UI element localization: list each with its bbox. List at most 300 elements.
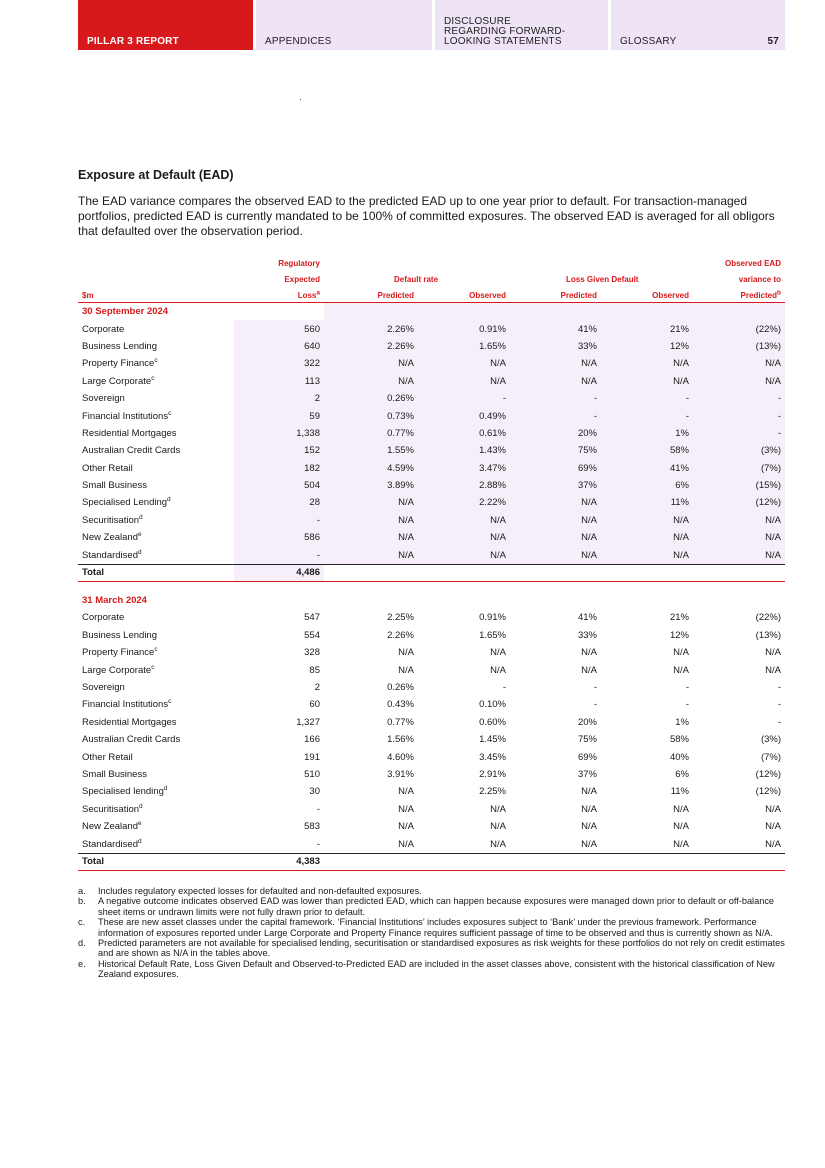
cell-lgd-pred: 37% (510, 477, 601, 494)
cell-lgd-obs: 6% (675, 768, 689, 780)
footnote-marker: c (168, 698, 172, 706)
total-value: 4,383 (234, 853, 324, 870)
footnote-marker: a (316, 289, 320, 297)
cell-loss: 191 (304, 751, 320, 763)
intro-paragraph: The EAD variance compares the observed EAD to the predicted EAD up to one year prior to default. For transaction-managed portfolios, predicted EAD is currently mandated to be 100% of committed exposures. The observed EAD is averaged for all obligors that defaulted over the observation period. (78, 194, 775, 238)
nav-tab-disclosure[interactable] (435, 0, 608, 50)
footnote-key: d. (78, 938, 86, 949)
cell-dr-obs: 2.22% (418, 494, 510, 511)
nav-tab-label: GLOSSARY (620, 36, 677, 47)
nav-tab-line: REGARDING FORWARD- (444, 26, 566, 37)
header-cell: Observed EAD (724, 259, 781, 268)
cell-ead: (12%) (755, 786, 781, 798)
cell-ead: N/A (765, 647, 781, 659)
empty-cell (510, 564, 601, 581)
table-row (78, 818, 785, 835)
cell-lgd-obs: 40% (669, 751, 689, 763)
cell-lgd-pred: 41% (577, 612, 597, 624)
row-label-text: Specialised lending (82, 786, 164, 798)
empty-cell (324, 592, 418, 609)
cell-lgd-pred: - (510, 390, 601, 407)
cell-lgd-obs: N/A (673, 647, 689, 659)
cell-ead: N/A (765, 821, 781, 833)
footnote-text: These are new asset classes under the capital framework. ‘Financial Institutions’ includes exposures subject to ‘Bank’ under the previous framework. Performance information of exposures reported under Large Corporate and Property Finance requires sufficient passage of time to be observed and thus is currently shown as N/A. (98, 917, 773, 938)
cell-dr-obs: - (502, 682, 506, 693)
cell-dr-obs: N/A (490, 838, 506, 850)
cell-lgd-obs: 12% (669, 629, 689, 641)
row-label (78, 320, 234, 337)
row-label (78, 661, 234, 678)
cell-dr-pred: 1.56% (387, 734, 414, 746)
footnote-key: e. (78, 958, 86, 969)
empty-cell (418, 564, 510, 581)
cell-dr-pred: 0.77% (387, 716, 414, 728)
row-label (78, 390, 234, 407)
cell-lgd-obs: N/A (601, 355, 693, 372)
cell-lgd-pred: N/A (581, 647, 597, 659)
row-label-text: New Zealand (82, 532, 138, 544)
cell-lgd-pred: N/A (581, 821, 597, 833)
cell-lgd-obs: N/A (673, 803, 689, 815)
cell-ead: - (693, 390, 785, 407)
table-body (78, 303, 785, 871)
cell-dr-pred: N/A (324, 529, 418, 546)
footnote-text: Predicted parameters are not available for specialised lending, securitisation or standardised exposures as risk weights for these portfolios do not rely on credit estimates and are shown as N/A in the tables above. (98, 938, 785, 959)
cell-lgd-pred: 69% (510, 460, 601, 477)
cell-dr-pred: 0.26% (324, 390, 418, 407)
total-row (78, 853, 785, 870)
cell-lgd-obs: 12% (601, 338, 693, 355)
cell-loss: 586 (234, 529, 324, 546)
cell-dr-pred: 2.26% (324, 320, 418, 337)
cell-dr-obs: N/A (418, 355, 510, 372)
row-label (78, 338, 234, 355)
cell-loss: 59 (234, 407, 324, 424)
cell-dr-pred: N/A (398, 821, 414, 833)
empty-cell (510, 592, 601, 609)
table-row (78, 627, 785, 644)
table-row (78, 512, 785, 529)
cell-loss: 560 (234, 320, 324, 337)
empty-cell (601, 303, 693, 321)
cell-lgd-obs: 11% (670, 786, 689, 798)
empty-cell (510, 853, 601, 870)
header-lgd: Loss Given Default (566, 275, 639, 284)
header-cell: variance to (738, 275, 781, 284)
header-cell (234, 284, 324, 303)
cell-dr-obs: 0.49% (418, 407, 510, 424)
table-row (78, 355, 785, 372)
cell-loss: 182 (234, 460, 324, 477)
cell-lgd-pred: 75% (577, 734, 597, 746)
cell-ead: N/A (693, 546, 785, 564)
header-cell: Observed (418, 284, 510, 303)
row-label-text: Other Retail (82, 462, 133, 474)
header-cell: $m (78, 284, 234, 303)
footnote-marker: d (137, 837, 142, 845)
cell-dr-obs: N/A (418, 512, 510, 529)
nav-tab-label (444, 17, 565, 47)
cell-lgd-pred: 37% (577, 768, 597, 780)
table-row (78, 835, 785, 853)
cell-lgd-pred: N/A (581, 786, 597, 798)
cell-loss: 504 (234, 477, 324, 494)
cell-dr-pred: N/A (324, 512, 418, 529)
row-label-text: Residential Mortgages (82, 716, 177, 728)
top-navigation (78, 0, 785, 50)
cell-dr-pred: 2.26% (324, 338, 418, 355)
cell-loss: 85 (309, 664, 320, 676)
cell-lgd-obs: N/A (673, 664, 689, 676)
cell-dr-pred: 2.25% (387, 612, 414, 624)
cell-loss: - (316, 838, 320, 850)
nav-tab-label: PILLAR 3 REPORT (87, 36, 179, 47)
cell-lgd-obs: N/A (601, 546, 693, 564)
cell-dr-pred: N/A (324, 373, 418, 390)
footnote-key: b. (78, 896, 86, 907)
header-cell (418, 252, 510, 268)
cell-ead: N/A (693, 373, 785, 390)
cell-lgd-obs: - (601, 407, 693, 424)
table-row (78, 696, 785, 713)
cell-dr-pred: N/A (324, 546, 418, 564)
empty-cell (601, 564, 693, 581)
footnote-marker: c (154, 357, 158, 365)
cell-dr-obs: N/A (490, 647, 506, 659)
row-label (78, 644, 234, 661)
cell-loss: - (316, 803, 320, 815)
cell-lgd-obs: N/A (601, 512, 693, 529)
footnote-marker: d (139, 513, 143, 521)
total-label: Total (78, 853, 234, 870)
cell-lgd-pred: 33% (577, 629, 597, 641)
cell-lgd-obs: N/A (601, 529, 693, 546)
cell-ead: (7%) (760, 751, 781, 763)
footnote-marker: d (167, 496, 171, 504)
cell-dr-obs: 1.45% (479, 734, 506, 746)
empty-cell (324, 303, 418, 321)
row-label (78, 373, 234, 390)
cell-lgd-obs: 21% (601, 320, 693, 337)
cell-loss: 28 (234, 494, 324, 511)
header-cell: Expected (284, 275, 320, 284)
row-label (78, 801, 234, 818)
header-cell: Predicted (324, 284, 418, 303)
cell-ead: (12%) (693, 494, 785, 511)
row-label-text: Financial Institutions (82, 410, 169, 422)
table-row (78, 748, 785, 765)
cell-ead: - (777, 716, 781, 728)
cell-lgd-pred: N/A (581, 664, 597, 676)
cell-lgd-obs: 1% (675, 716, 689, 728)
cell-loss: - (234, 512, 324, 529)
row-label (78, 766, 234, 783)
row-label-text: Australian Credit Cards (82, 445, 181, 457)
empty-cell (324, 564, 418, 581)
row-label-text: Corporate (82, 612, 125, 624)
row-label-text: Securitisation (82, 514, 140, 526)
cell-lgd-pred: 20% (577, 716, 597, 728)
footnote-key: c. (78, 917, 86, 928)
cell-lgd-pred: 69% (577, 751, 597, 763)
row-label-text: Australian Credit Cards (82, 734, 181, 746)
row-label (78, 512, 234, 529)
cell-lgd-pred: 33% (510, 338, 601, 355)
nav-tab-line: LOOKING STATEMENTS (444, 36, 562, 47)
cell-dr-pred: 1.55% (324, 442, 418, 459)
cell-dr-obs: 0.61% (418, 425, 510, 442)
nav-tab-pillar3-report[interactable] (78, 0, 253, 50)
cell-dr-pred: 3.89% (324, 477, 418, 494)
cell-ead: N/A (693, 529, 785, 546)
empty-cell (418, 853, 510, 870)
footnote-text: A negative outcome indicates observed EAD was lower than predicted EAD, which can happen because exposures were managed down prior to default or off-balance sheet items or undrawn limits were not fully drawn prior to default. (98, 896, 775, 917)
cell-dr-pred: 2.26% (387, 629, 414, 641)
cell-dr-obs: 1.65% (418, 338, 510, 355)
row-label-text: Sovereign (82, 393, 125, 405)
cell-ead: - (777, 682, 781, 693)
cell-loss: 328 (304, 647, 320, 659)
total-value: 4,486 (234, 564, 324, 581)
row-label (78, 627, 234, 644)
cell-ead: N/A (693, 512, 785, 529)
nav-tab-label: APPENDICES (265, 36, 332, 47)
cell-ead: (12%) (755, 768, 781, 780)
cell-dr-pred: N/A (398, 786, 414, 798)
row-label-text: Corporate (82, 323, 125, 335)
spacer-row (78, 581, 785, 592)
cell-dr-obs: N/A (490, 803, 506, 815)
cell-lgd-pred: N/A (510, 512, 601, 529)
header-text: Loss (297, 291, 317, 300)
row-label-text: Specialised Lending (82, 497, 168, 509)
cell-lgd-pred: 41% (510, 320, 601, 337)
table-row (78, 679, 785, 696)
footnote-marker: e (137, 819, 142, 827)
section-header-row (78, 303, 785, 321)
footnote-marker: d (137, 548, 142, 556)
row-label (78, 835, 234, 853)
header-cell: Observed (601, 284, 693, 303)
cell-ead: (15%) (693, 477, 785, 494)
nav-tab-appendices[interactable] (256, 0, 432, 50)
cell-lgd-obs: - (685, 699, 689, 711)
cell-dr-obs: 0.91% (418, 320, 510, 337)
cell-lgd-pred: N/A (510, 529, 601, 546)
row-label-text: Financial Institutions (82, 699, 169, 711)
row-label-text: Securitisation (82, 803, 140, 815)
footnote-text: Historical Default Rate, Loss Given Default and Observed-to-Predicted EAD are included in the asset classes above, consistent with the historical classification of New Zealand exposures. (98, 958, 775, 980)
cell-dr-obs: N/A (418, 529, 510, 546)
cell-ead: N/A (765, 803, 781, 815)
cell-dr-obs: 2.25% (479, 786, 506, 798)
spacer-cell (78, 581, 785, 592)
table-row (78, 546, 785, 564)
cell-dr-pred: N/A (398, 803, 414, 815)
footnote-text: Includes regulatory expected losses for defaulted and non-defaulted exposures. (98, 886, 422, 896)
cell-dr-pred: 4.59% (324, 460, 418, 477)
cell-lgd-pred: - (510, 407, 601, 424)
section-heading: Exposure at Default (EAD) (78, 168, 234, 182)
cell-ead: - (693, 425, 785, 442)
table-row (78, 373, 785, 390)
footnote-marker: c (154, 646, 158, 654)
footnote (78, 938, 788, 959)
cell-dr-pred: 3.91% (387, 768, 414, 780)
table-row (78, 644, 785, 661)
cell-loss: 640 (234, 338, 324, 355)
cell-dr-obs: 1.43% (418, 442, 510, 459)
row-label (78, 696, 234, 713)
cell-dr-obs: 1.65% (479, 629, 506, 641)
stray-dot (300, 99, 301, 100)
cell-dr-pred: N/A (324, 355, 418, 372)
row-label (78, 529, 234, 546)
cell-lgd-pred: N/A (510, 494, 601, 511)
cell-dr-obs: N/A (490, 664, 506, 676)
empty-cell (693, 303, 785, 321)
row-label-text: Large Corporate (82, 375, 152, 387)
cell-ead: (3%) (760, 734, 781, 746)
cell-lgd-pred: N/A (581, 838, 597, 850)
cell-loss: 1,327 (296, 716, 320, 728)
cell-ead: N/A (765, 838, 781, 850)
cell-lgd-pred: - (593, 682, 597, 693)
section-title: 31 March 2024 (82, 595, 147, 607)
row-label-text: Other Retail (82, 751, 133, 763)
footnote-marker: b (777, 289, 781, 297)
total-label: Total (78, 564, 234, 581)
footnote (78, 959, 788, 980)
cell-lgd-pred: N/A (581, 803, 597, 815)
cell-loss: 2 (314, 682, 320, 693)
ead-table-wrapper (78, 252, 785, 871)
cell-lgd-obs: 1% (601, 425, 693, 442)
cell-ead: (7%) (693, 460, 785, 477)
table-row (78, 714, 785, 731)
table-row (78, 460, 785, 477)
row-label-text: Property Finance (82, 358, 155, 370)
empty-cell (693, 592, 785, 609)
row-label (78, 425, 234, 442)
row-label (78, 477, 234, 494)
cell-dr-pred: 4.60% (387, 751, 414, 763)
cell-lgd-obs: - (601, 390, 693, 407)
table-row (78, 783, 785, 800)
cell-dr-obs: 0.60% (479, 716, 506, 728)
footnote-marker: c (151, 374, 155, 382)
header-default-rate: Default rate (394, 275, 439, 284)
row-label (78, 748, 234, 765)
cell-dr-obs: 0.91% (479, 612, 506, 624)
footnote (78, 886, 788, 896)
footnote-key: a. (78, 886, 86, 896)
header-cell: Regulatory (278, 259, 320, 268)
row-label-text: Residential Mortgages (82, 427, 177, 439)
table-row (78, 661, 785, 678)
header-cell (324, 252, 418, 268)
cell-dr-obs: 3.45% (479, 751, 506, 763)
cell-dr-pred: 0.26% (387, 682, 414, 693)
footnote-marker: d (163, 785, 168, 793)
row-label-text: Property Finance (82, 647, 155, 659)
table-row (78, 529, 785, 546)
table-row (78, 407, 785, 424)
cell-ead: N/A (765, 664, 781, 676)
table-row (78, 494, 785, 511)
cell-dr-pred: 0.43% (387, 699, 414, 711)
row-label (78, 679, 234, 696)
section-title: 30 September 2024 (82, 306, 169, 318)
cell-loss: 547 (304, 612, 320, 624)
row-label (78, 442, 234, 459)
cell-ead: - (693, 407, 785, 424)
table-row (78, 801, 785, 818)
cell-loss: 60 (309, 699, 320, 711)
cell-dr-obs: N/A (418, 373, 510, 390)
cell-loss: 322 (234, 355, 324, 372)
table-row (78, 425, 785, 442)
table-row (78, 338, 785, 355)
row-label-text: Sovereign (82, 682, 125, 693)
row-label-text: Business Lending (82, 340, 157, 352)
cell-ead: (22%) (755, 612, 781, 624)
empty-cell (693, 853, 785, 870)
cell-dr-pred: N/A (324, 494, 418, 511)
cell-dr-obs: 2.88% (418, 477, 510, 494)
cell-loss: 1,338 (234, 425, 324, 442)
cell-lgd-pred: N/A (510, 373, 601, 390)
page-number: 57 (767, 36, 779, 47)
cell-dr-obs: 0.10% (479, 699, 506, 711)
footnote-marker: e (137, 531, 142, 539)
header-cell (693, 284, 785, 303)
cell-lgd-obs: 6% (601, 477, 693, 494)
empty-cell (510, 303, 601, 321)
section-header-row (78, 592, 785, 609)
nav-tab-line: DISCLOSURE (444, 16, 512, 27)
cell-lgd-pred: N/A (510, 546, 601, 564)
cell-dr-pred: 0.73% (324, 407, 418, 424)
cell-dr-pred: N/A (398, 664, 414, 676)
cell-ead: N/A (693, 355, 785, 372)
table-row (78, 609, 785, 626)
empty-cell (601, 853, 693, 870)
cell-lgd-obs: - (685, 682, 689, 693)
cell-loss: 152 (234, 442, 324, 459)
cell-lgd-obs: 58% (669, 734, 689, 746)
row-label (78, 460, 234, 477)
cell-loss: - (234, 546, 324, 564)
cell-ead: (13%) (693, 338, 785, 355)
cell-dr-obs: N/A (418, 546, 510, 564)
empty-cell (418, 303, 510, 321)
empty-cell (324, 853, 418, 870)
header-cell: Predicted (510, 284, 601, 303)
row-label (78, 355, 234, 372)
cell-dr-obs: 3.47% (418, 460, 510, 477)
nav-tab-glossary[interactable] (611, 0, 785, 50)
footnote (78, 917, 788, 938)
cell-loss: 30 (309, 786, 320, 798)
footnote-marker: c (168, 409, 172, 417)
cell-loss: 2 (234, 390, 324, 407)
table-row (78, 390, 785, 407)
header-cell (78, 268, 234, 284)
total-row (78, 564, 785, 581)
cell-lgd-pred: - (593, 699, 597, 711)
row-label (78, 546, 234, 564)
